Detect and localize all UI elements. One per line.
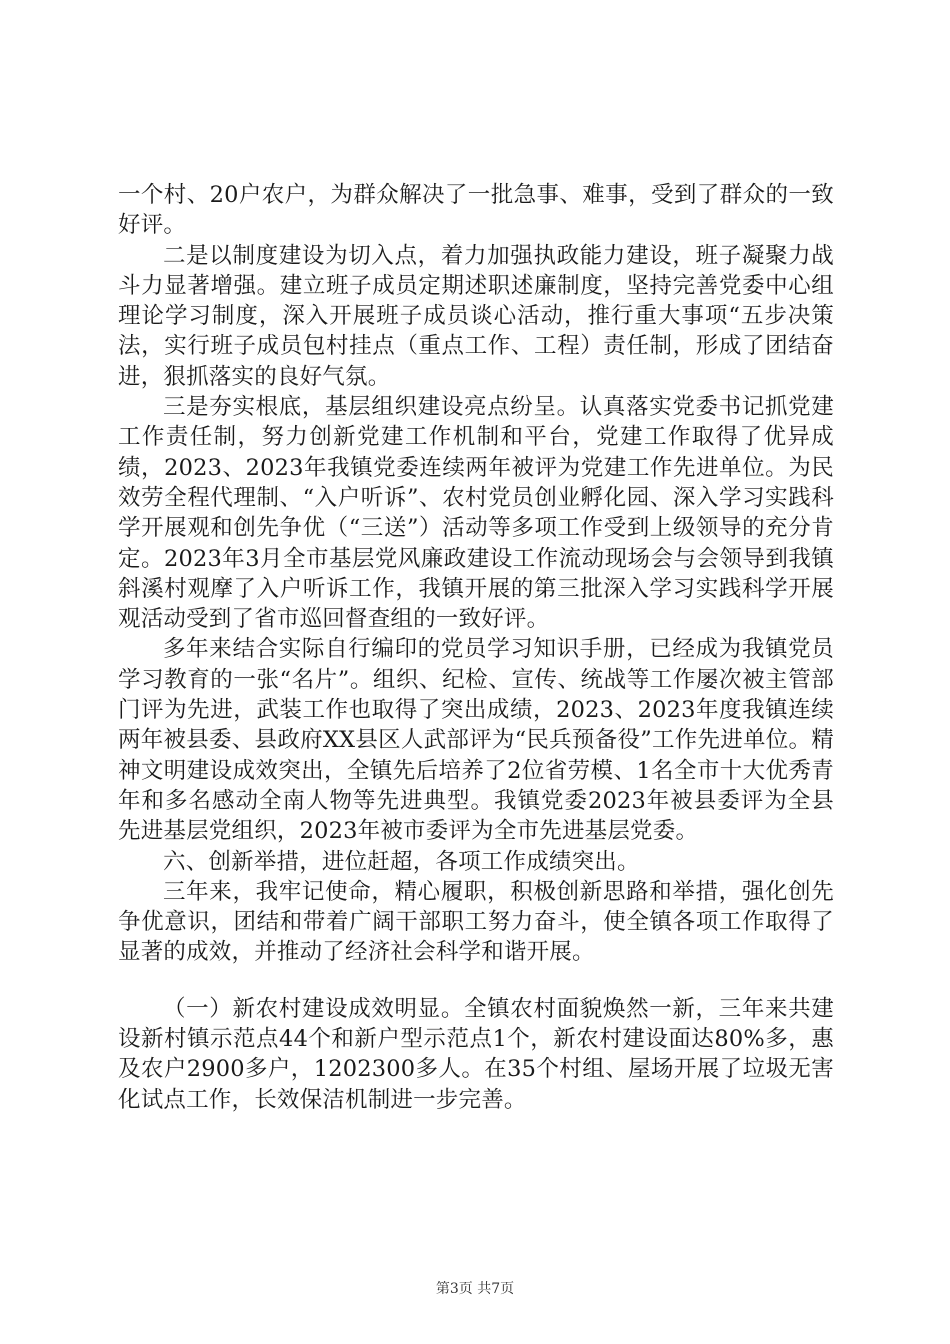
paragraph-three-years: 三年来，我牢记使命，精心履职，积极创新思路和举措，强化创先争优意识，团结和带着广阔干部职工努力奋斗，使全镇各项工作取得了显著的成效，并推动了经济社会科学和谐开展。 — [118, 878, 834, 966]
document-body — [118, 180, 834, 1115]
paragraph-continuation: 一个村、20户农户，为群众解决了一批急事、难事，受到了群众的一致好评。 — [118, 182, 834, 239]
paragraph-party-handbook: 多年来结合实际自行编印的党员学习知识手册，已经成为我镇党员学习教育的一张“名片”。组织、纪检、宣传、统战等工作屡次被主管部门评为先进，武装工作也取得了突出成绩，2023、2023年度我镇连续两年被县委、县政府XX县区人武部评为“民兵预备役”工作先进单位。精神文明建设成效突出，全镇先后培养了2位省劳模、1名全市十大优秀青年和多名感动全南人物等先进典型。我镇党委2023年被县委评为全县先进基层党组织，2023年被市委评为全市先进基层党委。 — [118, 636, 834, 845]
page-footer: 第3页 共7页 — [435, 1281, 515, 1297]
paragraph-system-building: 二是以制度建设为切入点，着力加强执政能力建设，班子凝聚力战斗力显著增强。建立班子成员定期述职述廉制度，坚持完善党委中心组理论学习制度，深入开展班子成员谈心活动，推行重大事项“五步决策法，实行班子成员包村挂点（重点工作、工程）责任制，形成了团结奋进，狠抓落实的良好气氛。 — [118, 242, 834, 390]
section-heading-innovation: 六、创新举措，进位赶超，各项工作成绩突出。 — [163, 848, 640, 875]
paragraph-grassroots-organization: 三是夯实根底，基层组织建设亮点纷呈。认真落实党委书记抓党建工作责任制，努力创新党建工作机制和平台，党建工作取得了优异成绩，2023、2023年我镇党委连续两年被评为党建工作先进单位。为民效劳全程代理制、“入户听诉”、农村党员创业孵化园、深入学习实践科学开展观和创先争优（“三送”）活动等多项工作受到上级领导的充分肯定。2023年3月全市基层党风廉政建设工作流动现场会与会领导到我镇斜溪村观摩了入户听诉工作，我镇开展的第三批深入学习实践科学开展观活动受到了省市巡回督查组的一致好评。 — [118, 394, 834, 633]
paragraph-new-countryside: （一）新农村建设成效明显。全镇农村面貌焕然一新，三年来共建设新村镇示范点44个和新户型示范点1个，新农村建设面达80%多，惠及农户2900多户，1202300多人。在35个村组、屋场开展了垃圾无害化试点工作，长效保洁机制进一步完善。 — [118, 995, 834, 1113]
